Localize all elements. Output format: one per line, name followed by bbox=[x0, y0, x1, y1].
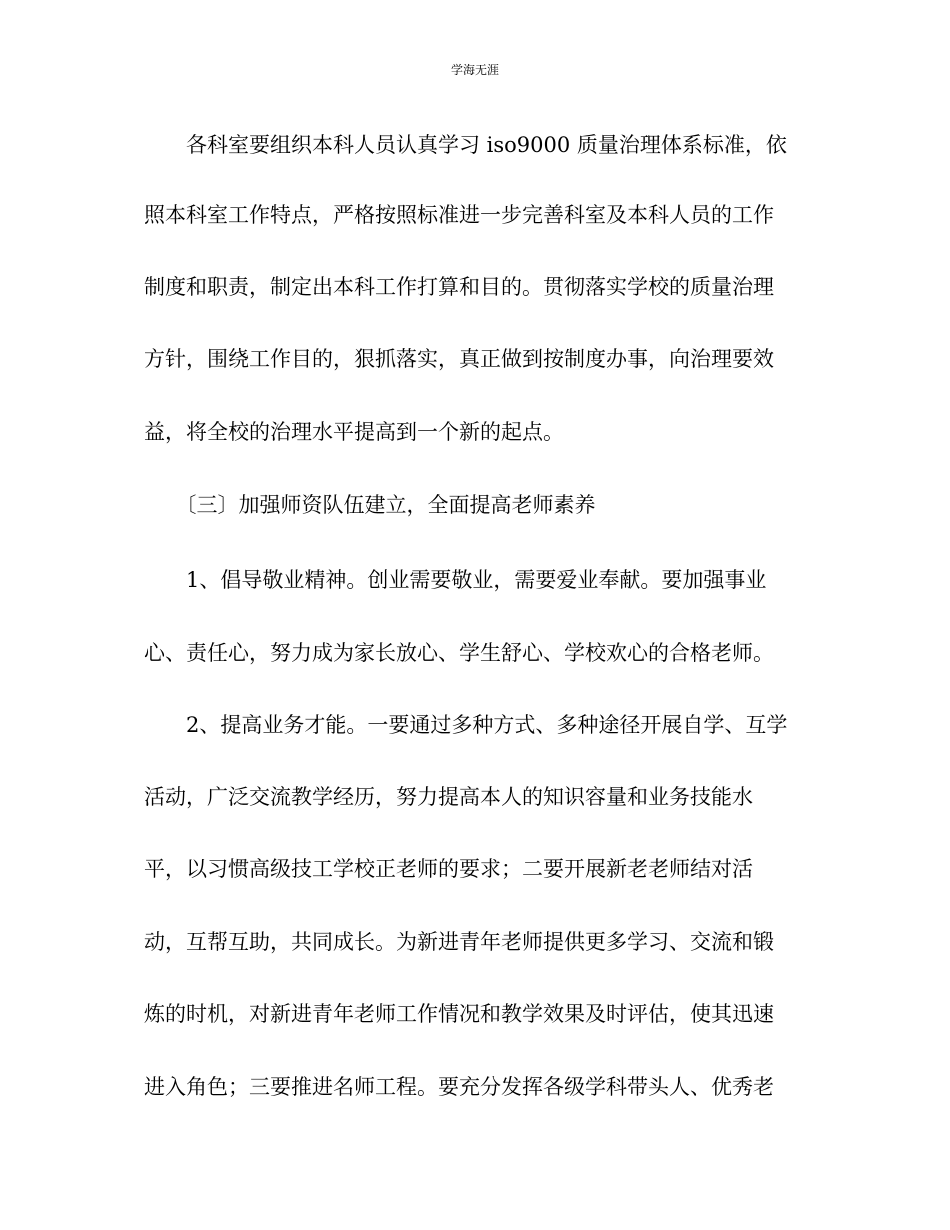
paragraph-line: 活动，广泛交流教学经历，努力提高本人的知识容量和业务技能水 bbox=[144, 785, 753, 809]
paragraph-line: 平，以习惯高级技工学校正老师的要求；二要开展新老老师结对活 bbox=[144, 857, 753, 881]
paragraph-line: 制度和职责，制定出本科工作打算和目的。贯彻落实学校的质量治理 bbox=[144, 275, 774, 299]
paragraph-line: 1、倡导敬业精神。创业需要敬业，需要爱业奉献。要加强事业 bbox=[144, 568, 767, 592]
paragraph-line: 益，将全校的治理水平提高到一个新的起点。 bbox=[144, 420, 564, 444]
paragraph-line: 心、责任心，努力成为家长放心、学生舒心、学校欢心的合格老师。 bbox=[144, 641, 774, 665]
paragraph-line: 各科室要组织本科人员认真学习 iso9000 质量治理体系标准，依 bbox=[144, 133, 787, 157]
paragraph-line: 2、提高业务才能。一要通过多种方式、多种途径开展自学、互学 bbox=[144, 713, 788, 737]
paragraph-line: 方针，围绕工作目的，狠抓落实，真正做到按制度办事，向治理要效 bbox=[144, 347, 774, 371]
paragraph-line: 动，互帮互助，共同成长。为新进青年老师提供更多学习、交流和锻 bbox=[144, 930, 774, 954]
paragraph-line: 进入角色；三要推进名师工程。要充分发挥各级学科带头人、优秀老 bbox=[144, 1075, 774, 1099]
paragraph-line: 照本科室工作特点，严格按照标准进一步完善科室及本科人员的工作 bbox=[144, 203, 774, 227]
section-heading: 〔三〕加强师资队伍建立，全面提高老师素养 bbox=[144, 493, 596, 517]
page-header: 学海无涯 bbox=[450, 63, 499, 77]
paragraph-line: 炼的时机，对新进青年老师工作情况和教学效果及时评估，使其迅速 bbox=[144, 1002, 774, 1026]
